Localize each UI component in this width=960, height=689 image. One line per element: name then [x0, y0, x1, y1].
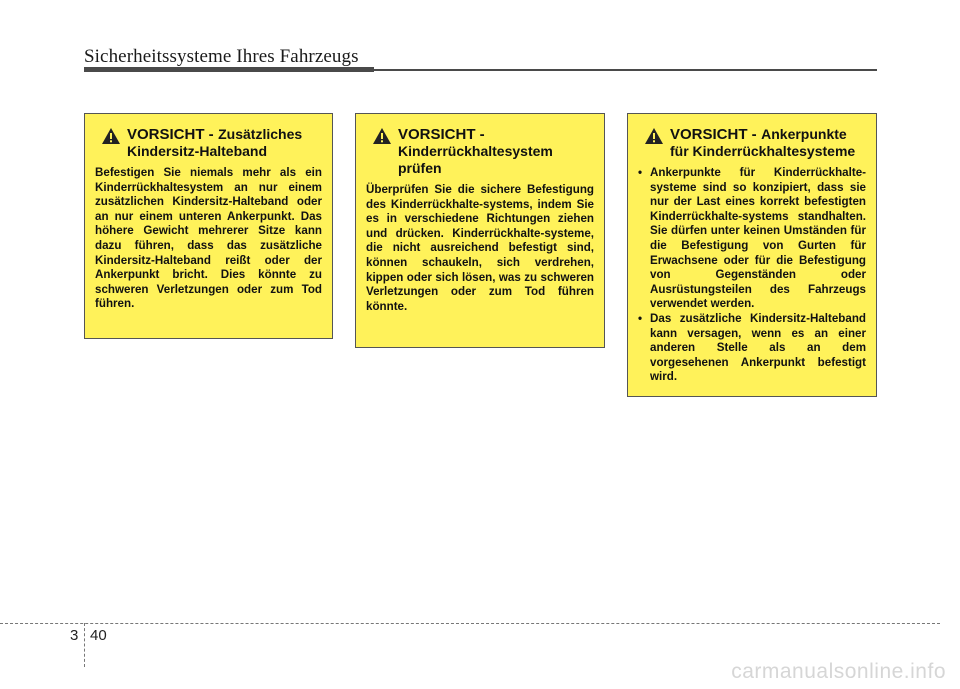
caution-heading: [366, 126, 594, 177]
caution-bullet-item: • Ankerpunkte für Kinderrückhalte-systeme sind so konzipiert, dass sie nur der Last eines korrekt befestigten Kinderrückhalte-systems standhalten. Sie dürfen unter keinen Umständen für die Befestigung von Gurten für Erwachsene oder für die Befestigung von Gegenständen oder Ausrüstungsteilen des Fahrzeugs verwendet werden.: [638, 166, 866, 312]
caution-heading: [638, 126, 866, 160]
caution-subtitle-1: Ankerpunkte: [761, 126, 847, 142]
header-rule-thick: [84, 67, 374, 72]
caution-subtitle-1: Zusätzliches: [218, 126, 303, 142]
caution-label: VORSICHT -: [398, 126, 485, 143]
caution-bullet-list: [638, 166, 866, 385]
caution-heading: [95, 126, 322, 160]
footer-page-divider: [84, 623, 85, 667]
caution-bullet-item: • Das zusätzliche Kindersitz-Halteband kann versagen, wenn es an einer anderen Stelle als an dem vorgesehenen Ankerpunkt befestigt wird.: [638, 312, 866, 385]
caution-box-tether: [84, 113, 333, 339]
caution-label: VORSICHT -: [670, 126, 757, 143]
header-rule-thin: [374, 69, 877, 71]
caution-subtitle-2: Kindersitz-Halteband: [127, 143, 268, 159]
warning-triangle-icon: [372, 127, 392, 145]
page-number: 40: [90, 627, 107, 644]
caution-text: Befestigen Sie niemals mehr als ein Kinderrückhaltesystem an nur einem zusätzlichen Kindersitz-Halteband oder an nur einem unteren Ankerpunkt. Das höhere Gewicht mehrerer Sitze kann dazu führen, dass das zusätzliche Kindersitz-Halteband reißt oder der Ankerpunkt bricht. Dies könnte zu schweren Verletzungen oder zum Tod führen.: [95, 166, 322, 311]
caution-text: Überprüfen Sie die sichere Befestigung des Kinderrückhalte-systems, indem Sie es in verschiedene Richtungen ziehen und drücken. Kinderrückhalte-systeme, die nicht ausreichend befestigt sind, können schaukeln, sich verdrehen, kippen oder sich lösen, was zu schweren Verletzungen oder zum Tod führen könnte.: [366, 183, 594, 313]
caution-label: VORSICHT -: [127, 126, 214, 143]
caution-subtitle-2: für Kinderrückhaltesysteme: [670, 143, 856, 159]
caution-box-check-restraint: [355, 113, 605, 348]
caution-subtitle-1: Kinderrückhaltesystem: [398, 143, 553, 159]
chapter-number: 3: [70, 627, 79, 644]
page-header-title: Sicherheitssysteme Ihres Fahrzeugs: [84, 46, 359, 67]
warning-triangle-icon: [101, 127, 121, 145]
warning-triangle-icon: [644, 127, 664, 145]
footer-divider: [0, 623, 940, 624]
watermark: carmanualsonline.info: [731, 660, 946, 683]
caution-subtitle-2: prüfen: [398, 160, 442, 176]
caution-box-anchor-points: [627, 113, 877, 397]
